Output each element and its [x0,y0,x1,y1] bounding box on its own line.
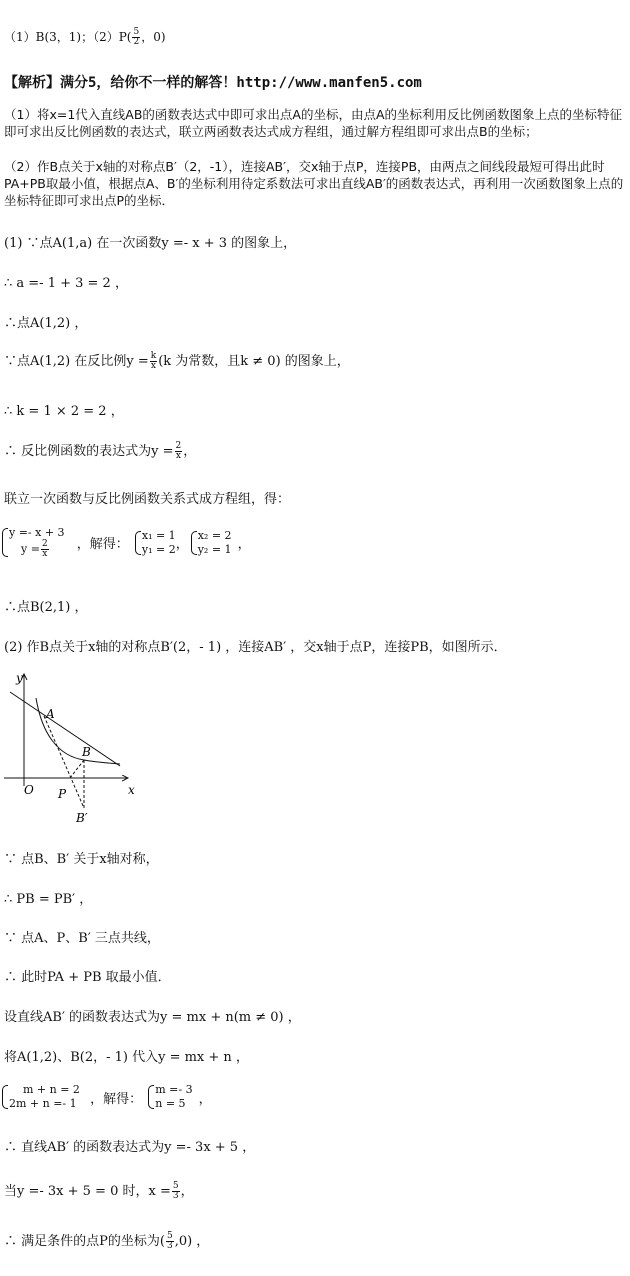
answer-text: （1）B(3，1)；（2）P( [4,30,132,44]
step-2: ∴ a =- 1 + 3 = 2 ， [4,276,128,291]
equation-system-1: y =- x + 3 y = $\frac{2}{x}$ ，解得： x₁ = 1 y₁ = 2 ， x₂ = 2 y₂ = 1 ， [0,526,251,559]
step-15: 设直线AB′ 的函数表达式为y = mx + n(m ≠ 0) ， [4,1010,301,1025]
solution-brace-3: m =- 3 n = 5 [146,1083,192,1111]
label-a: A [46,707,55,721]
fraction-k-x: $\frac{k}{x}$ [150,351,157,371]
line-ab [10,692,120,766]
step-14: ∴ 此时PA + PB 取最小值． [4,970,171,985]
step-4: ∵点A(1,2) 在反比例y = $\frac{k}{x}$ (k 为常数，且k ≠ 0) 的图象上， [4,351,350,371]
step-19: 当y =- 3x + 5 = 0 时，x = $\frac{5}{3}$ ， [4,1181,194,1201]
system-brace-2: m + n = 2 2m + n =- 1 [0,1083,80,1111]
fraction-5-3: $\frac{5}{3}$ [172,1181,179,1201]
analysis-para-1: （1）将x=1代入直线AB的函数表达式中即可求出点A的坐标，由点A的坐标利用反比例函数图象上点的坐标特征即可求出反比例函数的表达式，联立两函数表达式成方程组，通过解方程组即可求出点B的坐标； [4,107,623,139]
label-x: x [128,783,135,797]
step-18: ∴ 直线AB′ 的函数表达式为y =- 3x + 5 ， [4,1140,256,1155]
system-brace: y =- x + 3 y = $\frac{2}{x}$ [0,526,65,559]
line-pb [70,760,84,778]
step-16: 将A(1,2)、B(2，- 1) 代入y = mx + n ， [4,1050,249,1065]
step-7: 联立一次函数与反比例函数关系式成方程组，得： [4,492,291,507]
step-6: ∴ 反比例函数的表达式为y = $\frac{2}{x}$ ， [4,441,197,461]
equation-system-2: m + n = 2 2m + n =- 1 ，解得： m =- 3 n = 5 ， [0,1083,212,1111]
fraction-p-x: $\frac{5}{3}$ [166,1231,173,1251]
step-11: ∵ 点B、B′ 关于x轴对称， [4,852,159,867]
solution-brace-1: x₁ = 1 y₁ = 2 [133,529,176,557]
step-5: ∴ k = 1 × 2 = 2 ， [4,404,124,419]
coordinate-figure [4,668,144,826]
label-y: y [16,671,23,685]
solution-brace-2: x₂ = 2 y₂ = 1 [189,529,232,557]
step-13: ∵ 点A、P、B′ 三点共线， [4,931,160,946]
label-o: O [24,783,34,797]
label-p: P [58,787,67,801]
step-3: ∴点A(1,2) ， [4,316,88,331]
fraction-2-x: $\frac{2}{x}$ [175,441,182,461]
label-b-prime: B′ [76,811,88,825]
solution-header: 【解析】满分5，给你不一样的解答！http://www.manfen5.com [4,75,422,91]
step-20: ∴ 满足条件的点P的坐标为( $\frac{5}{3}$ ,0) ， [4,1231,210,1251]
step-10: (2) 作B点关于x轴的对称点B′(2，- 1) ，连接AB′ ，交x轴于点P，连接PB，如图所示． [4,640,507,655]
answer-fraction: $\frac{5}{2}$ [133,27,140,47]
step-1: (1) ∵点A(1,a) 在一次函数y =- x + 3 的图象上， [4,236,297,251]
answer-text-end: ，0) [141,30,166,44]
step-9: ∴点B(2,1) ， [4,600,88,615]
analysis-para-2: （2）作B点关于x轴的对称点B′（2，-1），连接AB′，交x轴于点P，连接PB，由两点之间线段最短可得出此时PA+PB取最小值，根据点A、B′的坐标利用待定系数法可求出直线AB′的函数表达式，再利用一次函数图象上点的坐标特征即可求出点P的坐标． [4,159,624,208]
step-12: ∴ PB = PB′ ， [4,892,93,907]
label-b: B [82,745,91,759]
answer-line [4,28,166,47]
